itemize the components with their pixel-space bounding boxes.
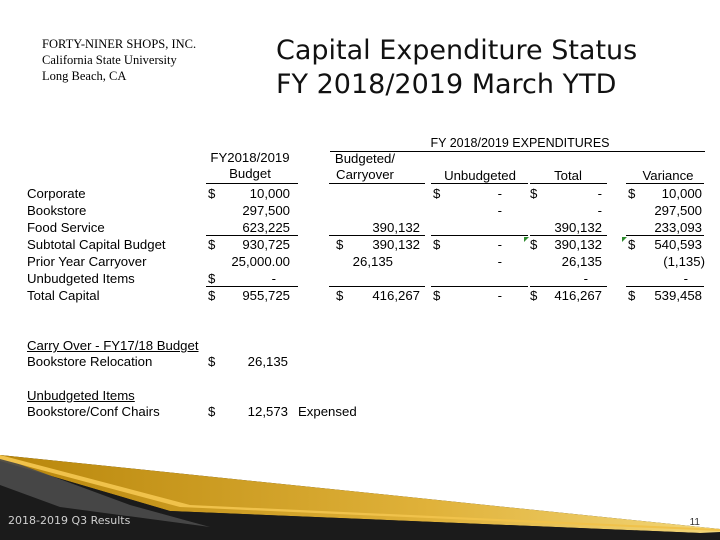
variance-currency: $ [628, 237, 636, 252]
unbudgeted-currency: $ [433, 237, 441, 252]
row-label-subtotal: Subtotal Capital Budget [27, 237, 166, 252]
carryover-header [322, 151, 408, 183]
slide-title [276, 34, 637, 102]
budget-value: 623,225 [242, 220, 290, 235]
unbudgeted-currency: $ [433, 288, 441, 303]
total-rule-total [530, 286, 607, 287]
variance-currency: $ [628, 288, 636, 303]
subtotal-rule-variance [626, 235, 704, 236]
budget-value: 10,000 [249, 186, 290, 201]
carryover-value: 390,132 [372, 237, 420, 252]
unbudgeted-value: - [497, 186, 502, 201]
variance-value: 233,093 [654, 220, 702, 235]
budget-currency: $ [208, 237, 216, 252]
budget-currency: $ [208, 288, 216, 303]
variance-value: - [683, 271, 688, 286]
variance-value: (1,135) [663, 254, 705, 269]
total-header-rule [530, 183, 607, 184]
carryover-header-rule [329, 183, 425, 184]
footer-decoration [0, 455, 720, 540]
carry-over-heading: Carry Over - FY17/18 Budget [27, 338, 199, 353]
budget-header-line2: Budget [229, 166, 271, 181]
total-rule-budget [206, 286, 298, 287]
org-location: Long Beach, CA [42, 69, 127, 83]
budget-header-rule [206, 183, 298, 184]
carryover-value: 390,132 [372, 220, 420, 235]
expenditures-group-header: FY 2018/2019 EXPENDITURES [430, 136, 610, 150]
slide-title-line1: Capital Expenditure Status [276, 35, 638, 66]
carryover-value: 416,267 [372, 288, 420, 303]
subtotal-rule-budget [206, 235, 298, 236]
total-currency: $ [530, 237, 538, 252]
variance-value: 10,000 [661, 186, 702, 201]
unbudgeted-heading: Unbudgeted Items [27, 388, 135, 403]
unbudgeted-header: Unbudgeted [444, 168, 516, 183]
budget-value: - [271, 271, 276, 286]
subtotal-rule-total [530, 235, 607, 236]
variance-value: 540,593 [654, 237, 702, 252]
variance-value: 297,500 [654, 203, 702, 218]
total-value: 26,135 [561, 254, 602, 269]
budget-currency: $ [208, 271, 216, 286]
total-currency: $ [530, 186, 538, 201]
row-label-food-service: Food Service [27, 220, 105, 235]
subtotal-rule-carryover [329, 235, 425, 236]
total-value: 416,267 [554, 288, 602, 303]
org-name: FORTY-NINER SHOPS, INC. [42, 37, 197, 51]
error-indicator-icon [524, 237, 529, 242]
carryover-currency: $ [336, 237, 344, 252]
budget-header-line1: FY2018/2019 [210, 150, 290, 165]
unbudgeted-value: - [497, 288, 502, 303]
unbudgeted-note: Expensed [298, 404, 357, 419]
total-rule-carryover [329, 286, 425, 287]
budget-value: 25,000.00 [231, 254, 290, 269]
total-rule-unbudgeted [431, 286, 528, 287]
carry-over-item-label: Bookstore Relocation [27, 354, 153, 369]
carry-over-currency: $ [208, 354, 216, 369]
total-value: 390,132 [554, 220, 602, 235]
unbudgeted-value: - [497, 237, 502, 252]
total-currency: $ [530, 288, 538, 303]
budget-value: 297,500 [242, 203, 290, 218]
org-university: California State University [42, 53, 177, 67]
row-label-total-capital: Total Capital [27, 288, 100, 303]
budget-currency: $ [208, 186, 216, 201]
subtotal-rule-unbudgeted [431, 235, 528, 236]
carryover-value: 26,135 [352, 254, 393, 269]
carryover-header-line2: Carryover [336, 167, 394, 182]
footer-text: 2018-2019 Q3 Results [8, 514, 131, 527]
variance-value: 539,458 [654, 288, 702, 303]
unbudgeted-value: - [497, 203, 502, 218]
organization-block [42, 36, 196, 84]
page-number: 11 [689, 517, 700, 528]
variance-header-rule [626, 183, 704, 184]
budget-header [200, 150, 300, 182]
carryover-header-line1: Budgeted/ [334, 151, 396, 166]
total-header: Total [554, 168, 582, 183]
unbudgeted-item-label: Bookstore/Conf Chairs [27, 404, 160, 419]
unbudgeted-currency: $ [433, 186, 441, 201]
row-label-bookstore: Bookstore [27, 203, 87, 218]
variance-header: Variance [642, 168, 694, 183]
row-label-unbudgeted-items: Unbudgeted Items [27, 271, 135, 286]
slide-title-line2: FY 2018/2019 March YTD [276, 69, 617, 100]
total-rule-variance [626, 286, 704, 287]
row-label-corporate: Corporate [27, 186, 86, 201]
budget-value: 955,725 [242, 288, 290, 303]
budget-value: 930,725 [242, 237, 290, 252]
error-indicator-icon [622, 237, 627, 242]
carry-over-amount: 26,135 [247, 354, 288, 369]
row-label-prior-year-carryover: Prior Year Carryover [27, 254, 147, 269]
unbudgeted-amount: 12,573 [247, 404, 288, 419]
unbudgeted-currency: $ [208, 404, 216, 419]
variance-currency: $ [628, 186, 636, 201]
total-value: - [597, 186, 602, 201]
total-value: 390,132 [554, 237, 602, 252]
total-value: - [597, 203, 602, 218]
carryover-currency: $ [336, 288, 344, 303]
total-value: - [583, 271, 588, 286]
unbudgeted-value: - [497, 254, 502, 269]
unbudgeted-header-rule [431, 183, 528, 184]
